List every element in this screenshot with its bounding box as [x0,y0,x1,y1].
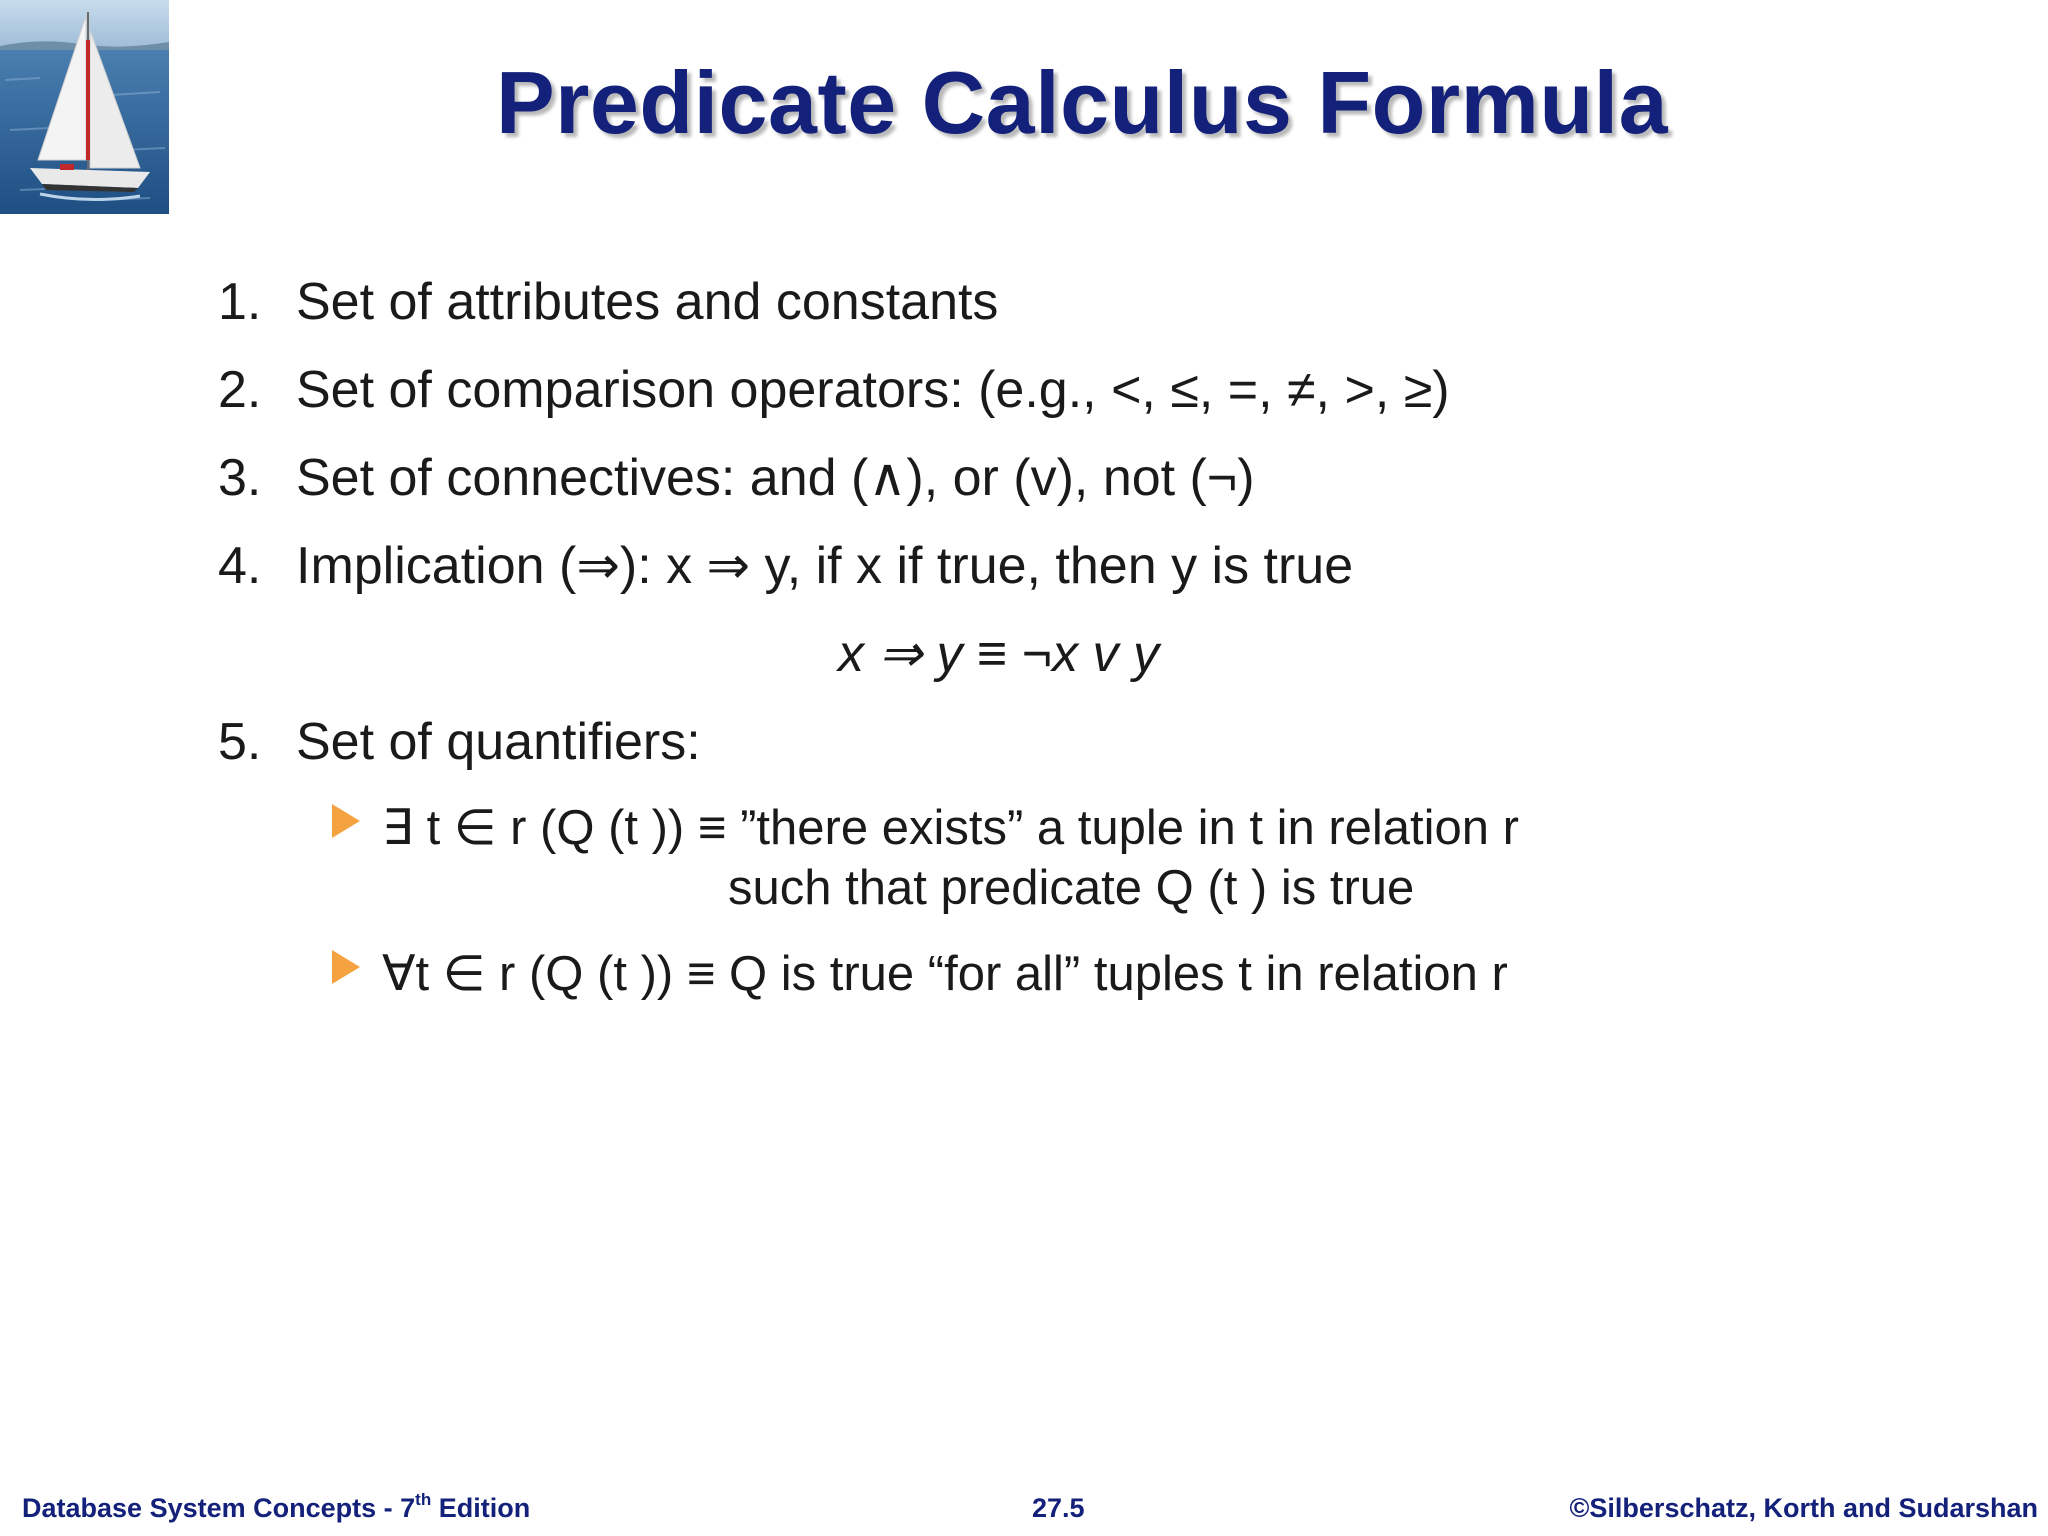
item-number: 5. [218,713,262,771]
item-text: Set of quantifiers: [296,713,701,771]
item-number: 2. [218,361,262,419]
list-item [218,270,998,334]
footer-book-title: Database System Concepts - 7th Edition [22,1490,531,1523]
slide-title: Predicate Calculus Formula [495,53,1669,152]
item-number: 1. [218,273,262,331]
quantifier-text: ∀t ∈ r (Q (t )) ≡ Q is true “for all” tuples t in relation r [382,947,1508,1001]
list-item [218,446,1255,510]
quantifier-forall [332,942,1508,1006]
slide-footer [0,1476,2048,1536]
footer-page-number: 27.5 [1032,1493,1085,1523]
item-text: Set of connectives: and (∧), or (v), not (¬) [296,449,1255,507]
list-item [218,710,701,774]
quantifier-text: ∃ t ∈ r (Q (t )) ≡ ”there exists” a tuple in t in relation r [382,801,1519,855]
triangle-bullet-icon [332,804,360,838]
quantifier-continuation: such that predicate Q (t ) is true [728,861,1415,915]
footer-copyright: ©Silberschatz, Korth and Sudarshan [1569,1493,2038,1523]
item-number: 3. [218,449,262,507]
implication-formula: x ⇒ y ≡ ¬x v y [838,625,1159,683]
item-text: Set of comparison operators: (e.g., <, ≤, =, ≠, >, ≥) [296,361,1450,419]
triangle-bullet-icon [332,950,360,984]
quantifier-exists [332,796,1519,860]
list-item [218,358,1450,422]
item-text: Set of attributes and constants [296,273,999,331]
item-text: Implication (⇒): x ⇒ y, if x if true, then y is true [296,537,1354,595]
list-item [218,534,1353,598]
item-number: 4. [218,537,262,595]
